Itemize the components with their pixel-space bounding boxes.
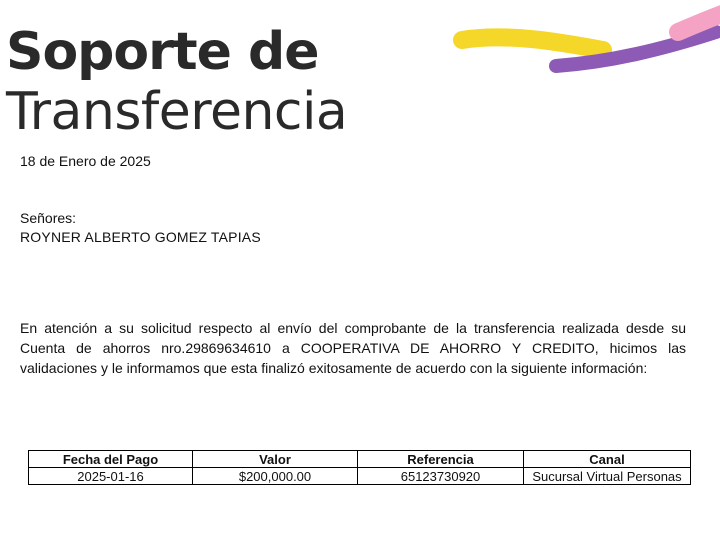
document-title-line1: Soporte de — [6, 22, 319, 82]
letter-salutation: Señores: — [20, 210, 77, 226]
header-canal: Canal — [524, 451, 691, 468]
header-fecha-del-pago: Fecha del Pago — [29, 451, 193, 468]
cell-fecha-del-pago: 2025-01-16 — [29, 468, 193, 485]
cell-referencia: 65123730920 — [358, 468, 524, 485]
table-row — [29, 468, 691, 485]
cell-canal: Sucursal Virtual Personas — [524, 468, 691, 485]
letter-date: 18 de Enero de 2025 — [20, 153, 151, 169]
header-referencia: Referencia — [358, 451, 524, 468]
header-valor: Valor — [193, 451, 358, 468]
document-title-line2: Transferencia — [6, 82, 348, 142]
cell-valor: $200,000.00 — [193, 468, 358, 485]
letter-recipient: ROYNER ALBERTO GOMEZ TAPIAS — [20, 229, 261, 245]
transfer-details-table — [28, 450, 691, 485]
table-header-row — [29, 451, 691, 468]
yellow-ribbon — [462, 37, 603, 50]
letter-body: En atención a su solicitud respecto al envío del comprobante de la transferencia realizada desde su Cuenta de ahorros nro.29869634610 a COOPERATIVA DE AHORRO Y CREDITO, hicimos las validaciones y le informamos que esta finalizó exitosamente de acuerdo con la siguiente información: — [20, 320, 686, 376]
